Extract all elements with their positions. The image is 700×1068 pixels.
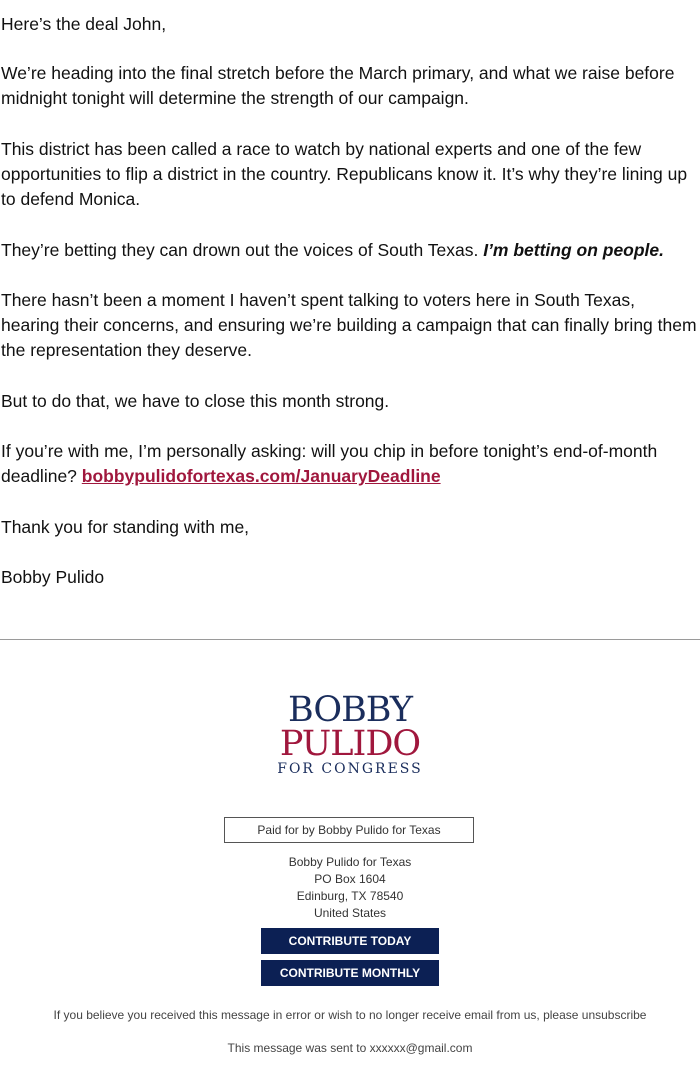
- signature: Bobby Pulido: [1, 567, 105, 587]
- logo-line-for-congress: FOR CONGRESS: [277, 761, 423, 777]
- mailing-address: [0, 854, 700, 922]
- address-city: Edinburg, TX 78540: [296, 889, 404, 903]
- donation-link[interactable]: bobbypulidofortexas.com/JanuaryDeadline: [81, 466, 441, 486]
- greeting: Here’s the deal John,: [1, 14, 167, 34]
- contribute-today-button[interactable]: CONTRIBUTE TODAY: [261, 928, 439, 954]
- paragraph-primary: We’re heading into the final stretch before the March primary, and what we raise before midnight tonight will determine the strength of our campaign.: [1, 63, 675, 108]
- paragraph-close-strong: But to do that, we have to close this month strong.: [1, 391, 390, 411]
- paragraph-district: This district has been called a race to watch by national experts and one of the few opportunities to flip a district in the country. Republicans know it. It’s why they’re lining up to defend Monica.: [1, 139, 688, 209]
- closing-line: Thank you for standing with me,: [1, 517, 250, 537]
- footer-divider: [0, 639, 700, 640]
- paragraph-voters: There hasn’t been a moment I haven’t spent talking to voters here in South Texas, hearing their concerns, and ensuring we’re building a campaign that can finally bring them the representation they deserve.: [1, 290, 697, 360]
- paragraph-ask: [1, 439, 698, 489]
- logo-line-bobby: BOBBY: [288, 690, 412, 730]
- address-po-box: PO Box 1604: [314, 872, 386, 886]
- betting-emphasis: I’m betting on people.: [483, 240, 665, 260]
- address-country: United States: [313, 906, 387, 920]
- ask-text: If you’re with me, I’m personally asking: will you chip in before tonight’s end-of-month deadline?: [1, 441, 658, 486]
- paid-for-disclaimer: Paid for by Bobby Pulido for Texas: [224, 817, 474, 843]
- paragraph-betting: [1, 238, 664, 263]
- unsubscribe-notice[interactable]: If you believe you received this message in error or wish to no longer receive email from us, please unsubscribe: [53, 1008, 647, 1022]
- address-org: Bobby Pulido for Texas: [288, 855, 412, 869]
- betting-text: They’re betting they can drown out the voices of South Texas.: [1, 240, 484, 260]
- logo-line-pulido: PULIDO: [279, 724, 421, 764]
- sent-to-notice: This message was sent to xxxxxx@gmail.com: [227, 1041, 473, 1055]
- campaign-logo: [0, 690, 700, 777]
- contribute-monthly-button[interactable]: CONTRIBUTE MONTHLY: [261, 960, 439, 986]
